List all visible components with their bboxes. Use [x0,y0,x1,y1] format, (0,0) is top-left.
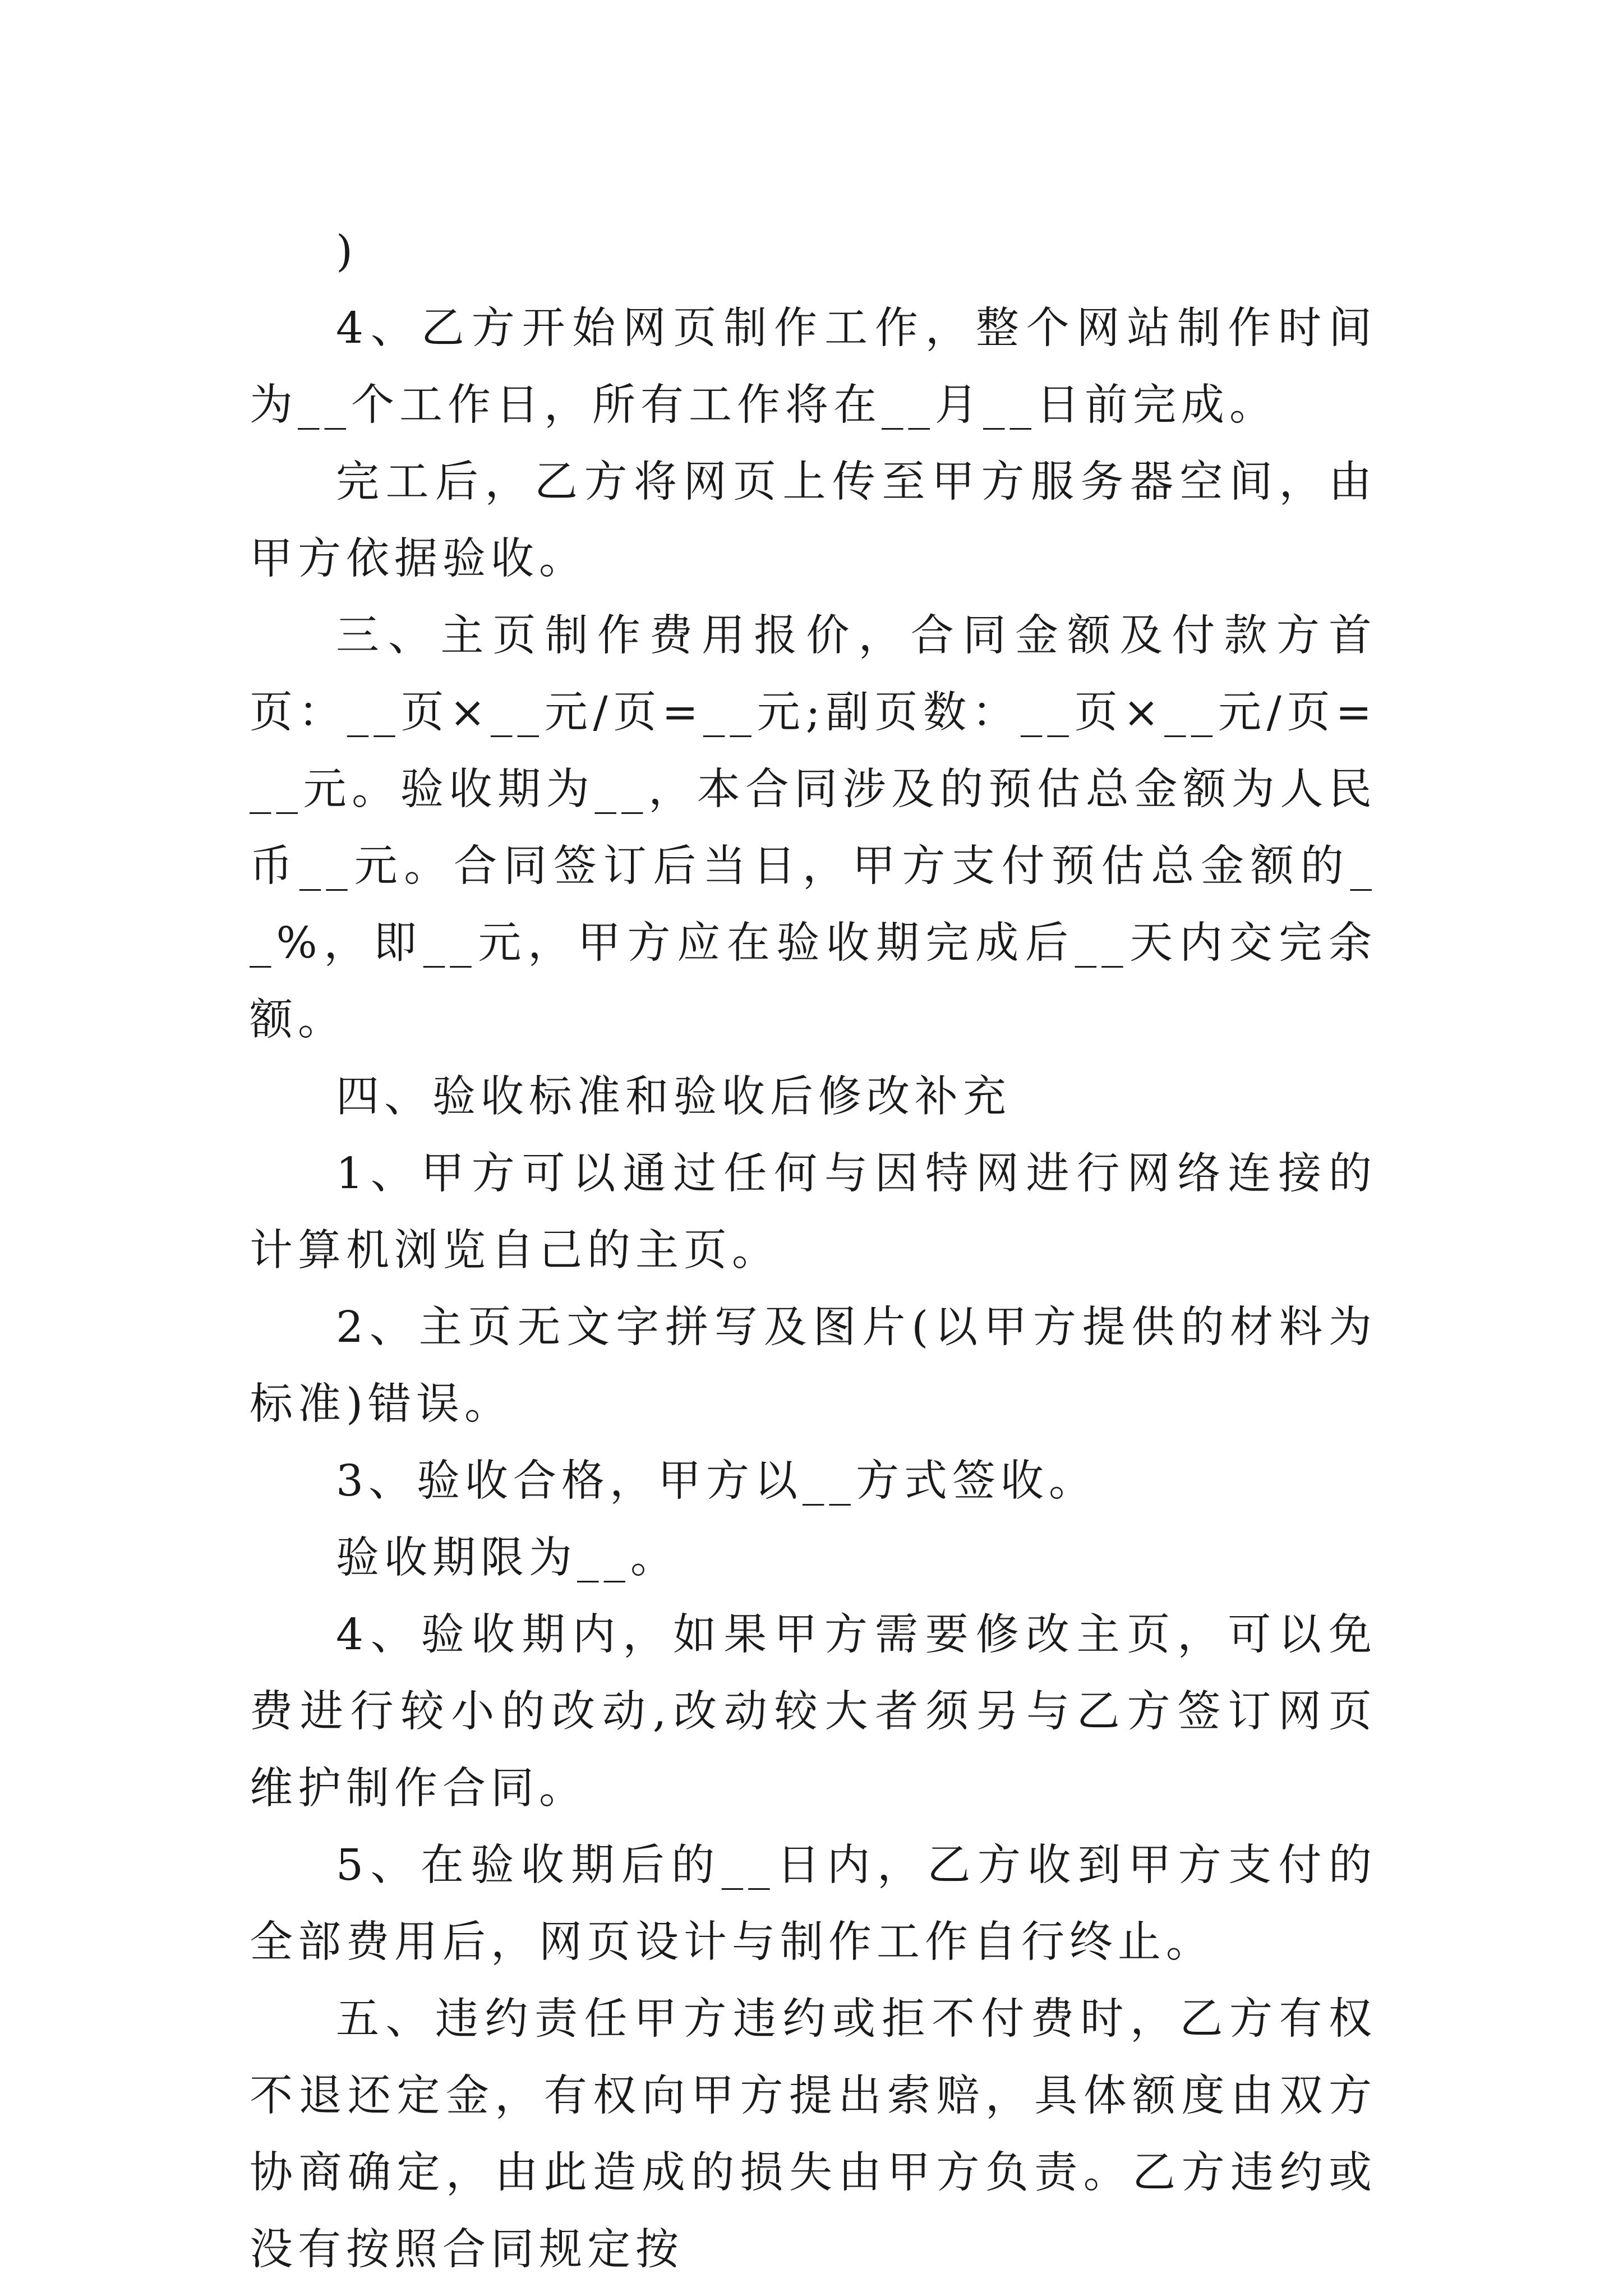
paragraph-closing-paren: ) [336,227,358,277]
paragraph-acceptance-item-5: 5、在验收期后的__日内，乙方收到甲方支付的全部费用后，网页设计与制作工作自行终止。 [250,1841,1377,1967]
paragraph-clause-4-schedule: 4、乙方开始网页制作工作，整个网站制作时间为__个工作日，所有工作将在__月__日前完成。 [250,303,1377,430]
paragraph-acceptance-item-4: 4、验收期内，如果甲方需要修改主页，可以免费进行较小的改动,改动较大者须另与乙方签订网页维护制作合同。 [250,1610,1377,1814]
paragraph-upload-acceptance: 完工后，乙方将网页上传至甲方服务器空间，由甲方依据验收。 [250,457,1377,584]
paragraph-acceptance-item-2: 2、主页无文字拼写及图片(以甲方提供的材料为标准)错误。 [250,1303,1377,1429]
paragraph-acceptance-item-3: 3、验收合格，甲方以__方式签收。 [336,1456,1097,1506]
paragraph-section-3-fees: 三、主页制作费用报价，合同金额及付款方首页：__页×__元/页=__元;副页数：__页×__元/页=__元。验收期为__，本合同涉及的预估总金额为人民币__元。合同签订后当日，甲方支付预估总金额的__%，即__元，甲方应在验收期完成后__天内交完余额。 [250,611,1377,1045]
paragraph-section-5-liability: 五、违约责任甲方违约或拒不付费时，乙方有权不退还定金，有权向甲方提出索赔，具体额度由双方协商确定，由此造成的损失由甲方负责。乙方违约或没有按照合同规定按 [250,1994,1377,2275]
paragraph-acceptance-period: 验收期限为__。 [336,1533,679,1583]
paragraph-section-4-heading: 四、验收标准和验收后修改补充 [336,1072,1011,1122]
document-body [250,213,1377,2288]
paragraph-acceptance-item-1: 1、甲方可以通过任何与因特网进行网络连接的计算机浏览自己的主页。 [250,1149,1377,1276]
